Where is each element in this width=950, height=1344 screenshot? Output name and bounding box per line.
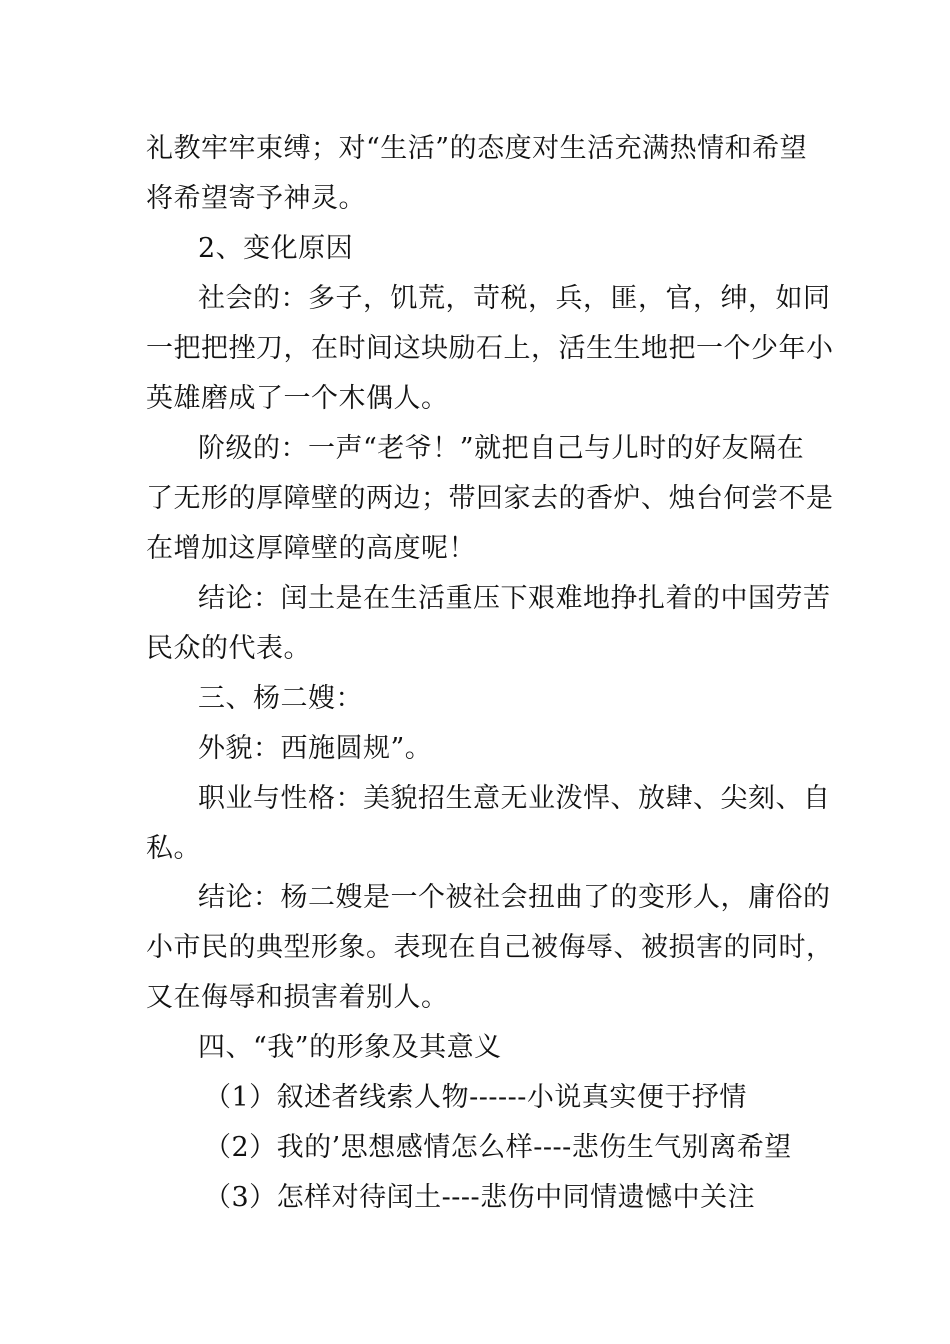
text-line: 结论：杨二嫂是一个被社会扭曲了的变形人，庸俗的 [198, 882, 831, 913]
text-line: 结论：闰土是在生活重压下艰难地挣扎着的中国劳苦 [198, 583, 831, 614]
text-line: 小市民的典型形象。表现在自己被侮辱、被损害的同时， [146, 932, 834, 963]
section-heading: 四、“我”的形象及其意义 [198, 1032, 502, 1063]
text-line: 社会的：多子，饥荒，苛税，兵，匪，官，绅，如同 [198, 283, 831, 314]
text-line: 民众的代表。 [146, 633, 311, 664]
text-line: 又在侮辱和损害着别人。 [146, 982, 449, 1013]
section-heading: 三、杨二嫂： [198, 683, 363, 714]
text-line: 礼教牢牢束缚；对“生活”的态度对生活充满热情和希望 [146, 133, 808, 164]
list-item: （2）我的’思想感情怎么样----悲伤生气别离希望 [204, 1132, 792, 1163]
text-line: 外貌：西施圆规”。 [198, 733, 433, 764]
text-line: 英雄磨成了一个木偶人。 [146, 383, 449, 414]
text-line: 了无形的厚障壁的两边；带回家去的香炉、烛台何尝不是 [146, 483, 834, 514]
section-heading: 2、变化原因 [198, 233, 354, 264]
list-item: （3）怎样对待闰土----悲伤中同情遗憾中关注 [204, 1182, 756, 1213]
text-line: 私。 [146, 833, 201, 864]
text-line: 将希望寄予神灵。 [146, 183, 366, 214]
text-line: 职业与性格：美貌招生意无业泼悍、放肆、尖刻、自 [198, 783, 831, 814]
list-item: （1）叙述者线索人物------小说真实便于抒情 [204, 1082, 747, 1113]
text-line: 在增加这厚障壁的高度呢！ [146, 533, 476, 564]
text-line: 一把把挫刀，在时间这块励石上，活生生地把一个少年小 [146, 333, 834, 364]
text-line: 阶级的：一声“老爷！”就把自己与儿时的好友隔在 [198, 433, 805, 464]
